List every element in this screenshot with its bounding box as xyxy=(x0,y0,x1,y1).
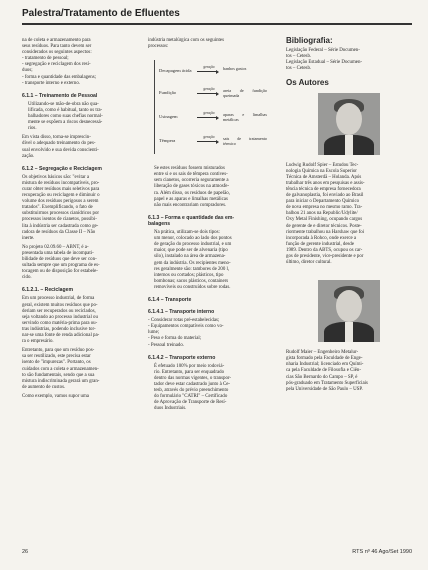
text-line: Na prática, utilizam-se dois tipos: xyxy=(154,230,220,236)
author-photo-spier xyxy=(318,93,380,155)
text-line: - forma e quantidade das embalagens; xyxy=(22,74,97,80)
text-line: - segregação e reciclagem dos resí- xyxy=(22,62,91,68)
text-line: Se estes resíduos fossem misturados xyxy=(154,166,225,172)
text-line: duos Industriais. xyxy=(154,406,187,412)
arrow-right-icon xyxy=(197,117,217,118)
text-line: de gerente de e diretor técnicos. Poste- xyxy=(286,223,362,229)
text-line: mistura indiscriminada gerará um gran- xyxy=(22,378,100,384)
text-line: deriam ser recuperados ou reciclados, xyxy=(22,308,96,314)
text-line: entre si e os sais de têmpera contives- xyxy=(154,172,228,178)
text-line: sa ser reutilizado, este precisa estar xyxy=(22,354,91,360)
column-1 xyxy=(22,38,139,403)
section-heading: 6.1.4.2 – Transporte externo xyxy=(148,354,216,361)
generation-label: geração xyxy=(203,87,215,92)
author-bio xyxy=(286,163,412,267)
text-line: função de gerente industrial, desde xyxy=(286,241,355,247)
paragraph xyxy=(22,38,139,87)
text-line: Técnica de Amsterdã – Holanda. Após xyxy=(286,174,362,180)
text-line: res geralmente são: tambores de 200 l, xyxy=(154,266,230,272)
text-line: processos: xyxy=(148,44,169,50)
text-line: - transporte interno e externo. xyxy=(22,80,80,86)
text-line: um menor, colocado ao lado dos pontos xyxy=(154,236,232,242)
text-line: incorporada à Rohco, onde exerce a xyxy=(286,235,357,241)
arrow-right-icon xyxy=(197,71,217,72)
bibliography-line: Legislação Estadual – Série Documen- xyxy=(286,60,363,66)
process-waste-diagram xyxy=(154,60,267,154)
text-line: to são fundamentais, sendo que a sua xyxy=(22,372,95,378)
text-line: rios. xyxy=(28,126,37,132)
text-line: Ludwig Rudolf Spier – Estudou Tec- xyxy=(286,162,359,168)
process-label: Fundição xyxy=(159,90,177,96)
paragraph xyxy=(148,166,273,209)
text-line: cias São Bernardo do Campo – SP, é xyxy=(286,374,358,380)
arrow-right-icon xyxy=(197,93,217,94)
text-line: pós-graduado em Tratamento Superficiais xyxy=(286,380,368,386)
text-line: Rudolf Maier – Engenheiro Metalur- xyxy=(286,350,359,356)
paragraph xyxy=(22,394,139,400)
text-line: Entretanto, para que um resíduo pos- xyxy=(22,348,95,354)
text-line: seja voltando ao processo industrial ou xyxy=(22,314,98,320)
paragraph xyxy=(22,102,139,132)
text-line: Em um processo industrial, de forma xyxy=(22,296,95,302)
diagram-row xyxy=(155,108,267,128)
text-line: Oxy Metal Finishing, ocupando cargos xyxy=(286,217,363,223)
text-line: volume dos resíduos perigosos a serem xyxy=(22,199,99,205)
bibliography-line: tos – Cetesb. xyxy=(286,54,312,60)
text-line: gos de presidente, vice-presidente e por xyxy=(286,253,364,259)
text-line: trabalhar três anos em pesquisas e assis- xyxy=(286,180,365,186)
paragraph xyxy=(148,230,273,291)
paragraph xyxy=(22,296,139,345)
page-number: 26 xyxy=(22,549,29,555)
text-line: geral, existem muitos resíduos que po- xyxy=(22,302,98,308)
section-heading: 6.1.2.1. – Reciclagem xyxy=(22,287,73,294)
bibliography-title: Bibliografia: xyxy=(286,36,333,45)
text-line: 1989. Dentro da ABTS, ocupou os car- xyxy=(286,247,363,253)
paragraph xyxy=(22,175,139,242)
paragraph xyxy=(22,348,139,391)
text-line: - Equipamentos compatíveis como vo- xyxy=(148,324,224,330)
text-line: Como exemplo, vamos supor uma xyxy=(22,393,89,399)
text-line: não mais encontrariam compradores. xyxy=(154,202,227,208)
process-label: Têmpera xyxy=(159,138,176,144)
heading-line: 6.1.3 – Forma e quantidade das em- xyxy=(148,214,235,221)
author-photo-maier xyxy=(318,280,380,342)
text-line: de aumento de custos. xyxy=(22,384,66,390)
text-line: lificada, como é habitual, tanto os tra- xyxy=(28,107,103,113)
text-line: servindo como matéria-prima para ou- xyxy=(22,320,98,326)
text-line: balhou 21 anos na Republic/Udylite/ xyxy=(286,211,358,217)
text-line: lita à indústria ser cadastrada como ge- xyxy=(22,223,99,229)
bibliography-list xyxy=(286,48,412,72)
text-line: sultada sempre que um programa de es- xyxy=(22,263,100,269)
generation-label: geração xyxy=(203,65,215,70)
text-line: lume; xyxy=(148,330,160,336)
column-2 xyxy=(148,38,273,415)
text-line: Em vista disso, torna-se imprescin- xyxy=(22,135,91,141)
waste-output-label: sais de tratamento térmico xyxy=(223,136,267,147)
header-divider xyxy=(22,23,412,25)
text-line: internos ou cortados; plásticos, tipo xyxy=(154,272,224,278)
waste-output-label: areia de fundição queimada xyxy=(223,88,267,99)
text-line: de Aprovação de Transporte de Resí- xyxy=(154,400,227,406)
section-heading: 6.1.4.1 – Transporte interno xyxy=(148,309,215,316)
text-line: É efetuado 100% por meio rodoviá- xyxy=(154,363,225,369)
bibliography-line: Legislação Federal – Série Documen- xyxy=(286,48,360,54)
text-line: tesb, através do prévio preenchimento xyxy=(154,388,229,394)
text-line: para iniciar o Departamento Químico xyxy=(286,199,360,205)
diagram-row xyxy=(155,84,267,104)
text-line: - Considerar rotas pré-estabelecidas; xyxy=(148,318,220,324)
text-line: gista formado pela Faculdade de Enge- xyxy=(286,356,363,362)
text-line: zação. xyxy=(22,153,35,159)
text-line: Os objetivos básicos são: "evitar a xyxy=(22,174,90,180)
text-line: presentada uma tabela de incompati- xyxy=(22,250,94,256)
text-line: ca pela Faculdade de Filosofia e Ciên- xyxy=(286,368,361,374)
text-line: dível o adequado treinamento do pes- xyxy=(22,141,96,147)
text-line: removíveis ou construídos sobre rodas. xyxy=(154,284,231,290)
text-line: soal envolvido e sua devida conscienti- xyxy=(22,147,99,153)
text-line: ra o empresário. xyxy=(22,339,54,345)
text-line: nologia Química na Escola Superior xyxy=(286,168,357,174)
text-line: tência técnica de empresa fornecedora xyxy=(286,186,361,192)
arrow-right-icon xyxy=(197,141,217,142)
text-line: considerados os seguintes aspectos: xyxy=(22,50,92,56)
section-heading: 6.1.2 – Segregação e Reciclagem xyxy=(22,165,102,172)
text-line: mente se expõem a riscos desnecessá- xyxy=(28,120,103,126)
diagram-row xyxy=(155,62,267,82)
text-line: mistura de resíduos incompatíveis, pro- xyxy=(22,180,100,186)
text-line: cido. xyxy=(22,275,32,281)
text-line: - Pessoal treinado. xyxy=(148,342,184,348)
issue-label: RTS nº 46 Ago/Set 1990 xyxy=(352,549,412,555)
text-line: curar obter resíduos mais seletivos para xyxy=(22,186,100,192)
text-line: dentro das normas vigentes, o transpor- xyxy=(154,375,232,381)
text-line: seus resíduos. Para tanto devem ser xyxy=(22,44,92,50)
waste-output-label: banhos gastos xyxy=(223,66,247,72)
text-line: gem da indústria. Os recipientes meno- xyxy=(154,260,231,266)
text-line: nharia Industrial; licenciado em Quími- xyxy=(286,362,364,368)
paragraph xyxy=(148,364,273,413)
text-line: tratados". Exemplificando, o fato de xyxy=(22,205,93,211)
text-line: do formulário "CATRI" – Certificado xyxy=(154,394,228,400)
text-line: silo), instalado na área de armazena- xyxy=(154,254,226,260)
heading-line: balagens xyxy=(148,220,171,227)
text-line: tador deve estar cadastrado junto à Ce- xyxy=(154,382,231,387)
process-label: Decapagem ácida xyxy=(159,68,192,74)
text-line: de galvanoplastia, foi enviado ao Brasil xyxy=(286,193,364,199)
text-line: duos; xyxy=(22,68,33,74)
text-line: rio. Entretanto, para ser enquadrado xyxy=(154,369,225,375)
text-line: - Peso e forma do material; xyxy=(148,336,202,342)
text-line: processos isentos de cianetos, possibi- xyxy=(22,217,97,223)
bibliography-line: tos – Cetesb. xyxy=(286,66,312,72)
text-line: bilidade de resíduos que deve ser con- xyxy=(22,257,97,262)
paragraph xyxy=(22,245,139,282)
author-bio xyxy=(286,350,412,393)
text-line: isento de "impurezas". Portanto, os xyxy=(22,360,91,366)
text-line: inerte. xyxy=(22,235,35,241)
text-line: bombonas; sacos plásticos, containers xyxy=(154,278,229,284)
section-heading xyxy=(148,215,273,227)
paragraph xyxy=(22,135,139,159)
generation-label: geração xyxy=(203,111,215,116)
text-line: tocagem ou de disposição for estabele- xyxy=(22,269,98,275)
text-line: sem cianetos, ocorreria seguramente a xyxy=(154,178,229,184)
text-line: - tratamento de pessoal; xyxy=(22,56,69,62)
text-line: maior, que pode ser de alvenaria (tipo xyxy=(154,248,228,254)
process-label: Usinagem xyxy=(159,114,178,120)
paragraph xyxy=(148,38,273,50)
page-header-title: Palestra/Tratamento de Efluentes xyxy=(22,8,180,19)
diagram-row xyxy=(155,132,267,152)
text-line: de geração do processo industrial, e um xyxy=(154,242,232,248)
text-line: de nova empresa no mesmo ramo. Tra- xyxy=(286,205,363,211)
text-line: ra. Além disso, os resíduos de papelão, xyxy=(154,190,230,196)
text-line: cuidados com a coleta e armazenamen- xyxy=(22,366,99,372)
text-line: No projeto 02.09.60 – ABNT, é a- xyxy=(22,244,89,250)
text-line: Utilizando-se mão-de-obra não qua- xyxy=(28,101,99,107)
text-line: balhadores como suas chefias normal- xyxy=(28,114,103,120)
section-heading: 6.1.1 – Treinamento de Pessoal xyxy=(22,92,98,99)
text-line: último, diretor cultural. xyxy=(286,260,332,266)
text-line: radora de resíduos da Classe II – Não xyxy=(22,229,96,235)
text-line: substituirmos processos cianídricos por xyxy=(22,211,100,217)
generation-label: geração xyxy=(203,135,215,140)
text-line: papel e as aparas e limalhas metálicas xyxy=(154,196,228,202)
authors-title: Os Autores xyxy=(286,78,329,88)
text-line: nar-se uma fonte de renda adicional pa- xyxy=(22,333,100,339)
text-line: riormente trabalhou na Harshaw que foi xyxy=(286,229,365,235)
text-line: pela Universidade de São Paulo – USP. xyxy=(286,386,363,392)
waste-output-label: aparas e limalhas metálicas xyxy=(223,112,267,123)
text-line: indústria metalúrgica com os seguintes xyxy=(148,38,224,43)
text-line: tras indústrias, podendo inclusive tor- xyxy=(22,326,96,332)
text-line: recuperação ou reciclagem e diminuir o xyxy=(22,193,100,199)
text-line: na de coleta e armazenamento para xyxy=(22,38,91,43)
paragraph xyxy=(148,318,273,348)
column-3 xyxy=(286,38,412,396)
section-heading: 6.1.4 – Transporte xyxy=(148,296,192,303)
text-line: liberação de gases tóxicos na atmosfe- xyxy=(154,184,230,190)
